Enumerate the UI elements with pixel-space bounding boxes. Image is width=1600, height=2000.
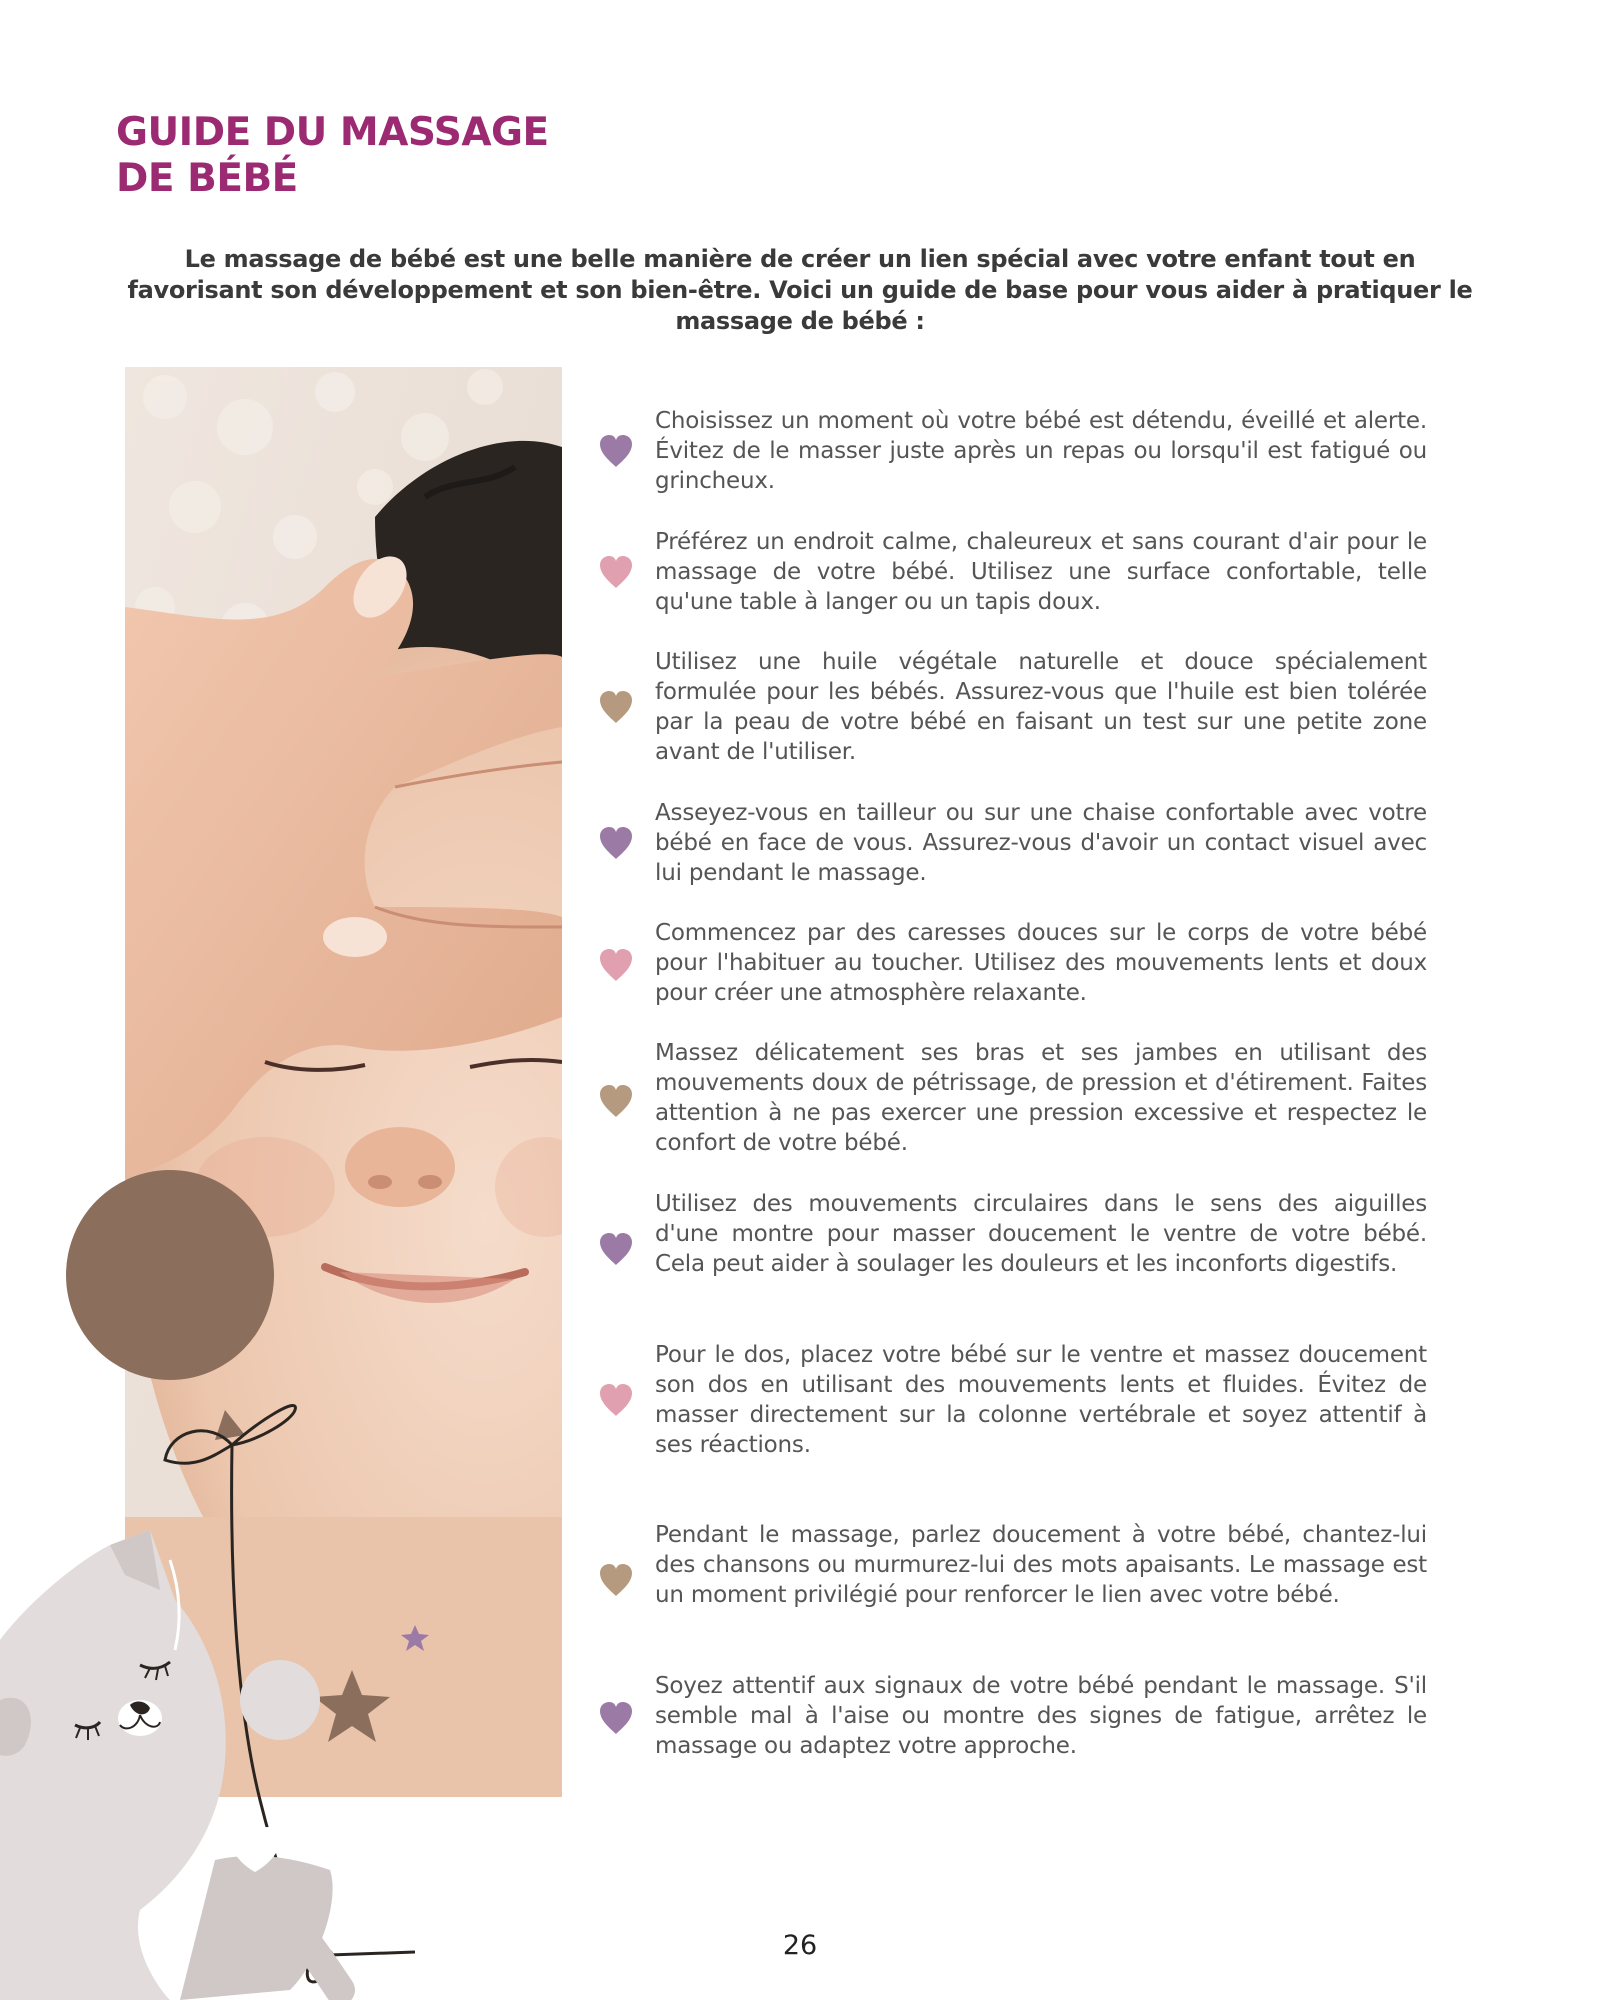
tip-text: Préférez un endroit calme, chaleureux et sans courant d'air pour le massage de votre bébé. Utilisez une surface confortable, telle qu'une table à langer ou un tapis doux. [655,529,1427,615]
tip-text: Asseyez-vous en tailleur ou sur une chaise confortable avec votre bébé en face de vous. Assurez-vous d'avoir un contact visuel avec lui pendant le massage. [655,800,1427,886]
page-number: 26 [782,1930,818,1961]
heart-icon [598,1084,634,1118]
tip-text: Soyez attentif aux signaux de votre bébé pendant le massage. S'il semble mal à l'aise ou montre des signes de fatigue, arrêtez le massage ou adaptez votre approche. [655,1673,1427,1759]
page-title-line1: GUIDE DU MASSAGE [116,110,549,155]
tip-text: Utilisez des mouvements circulaires dans le sens des aiguilles d'une montre pour masser doucement le ventre de votre bébé. Cela peut aider à soulager les douleurs et les inconforts digestifs. [655,1191,1427,1277]
tip-text: Commencez par des caresses douces sur le corps de votre bébé pour l'habituer au toucher. Utilisez des mouvements lents et doux pour créer une atmosphère relaxante. [655,920,1427,1006]
heart-icon [598,1701,634,1735]
intro-paragraph: Le massage de bébé est une belle manière de créer un lien spécial avec votre enfant tout en favorisant son développement et son bien-être. Voici un guide de base pour vous aider à pratiquer le massage de bébé : [127,245,1473,335]
tip-text: Massez délicatement ses bras et ses jambes en utilisant des mouvements doux de pétrissage, de pression et d'étirement. Faites attention à ne pas exercer une pression excessive et respectez le confort de votre bébé. [655,1040,1427,1156]
heart-icon [598,555,634,589]
tip-text: Pendant le massage, parlez doucement à votre bébé, chantez-lui des chansons ou murmurez-lui des mots apaisants. Le massage est un moment privilégié pour renforcer le lien avec votre bébé. [655,1522,1427,1608]
heart-icon [598,1232,634,1266]
tip-text: Choisissez un moment où votre bébé est détendu, éveillé et alerte. Évitez de le masser juste après un repas ou lorsqu'il est fatigué ou grincheux. [655,408,1427,494]
page-title-line2: DE BÉBÉ [116,156,298,201]
heart-icon [598,1563,634,1597]
tip-text: Pour le dos, placez votre bébé sur le ventre et massez doucement son dos en utilisant des mouvements lents et fluides. Évitez de masser directement sur la colonne vertébrale et soyez attentif à ses réactions. [655,1342,1427,1458]
heart-icon [598,1383,634,1417]
baby-massage-photo [125,367,562,1797]
heart-icon [598,690,634,724]
tip-text: Utilisez une huile végétale naturelle et douce spécialement formulée pour les bébés. Assurez-vous que l'huile est bien tolérée par la peau de votre bébé en faisant un test sur une petite zone avant de l'utiliser. [655,649,1427,765]
heart-icon [598,826,634,860]
heart-icon [598,434,634,468]
page-title [116,110,549,202]
heart-icon [598,948,634,982]
